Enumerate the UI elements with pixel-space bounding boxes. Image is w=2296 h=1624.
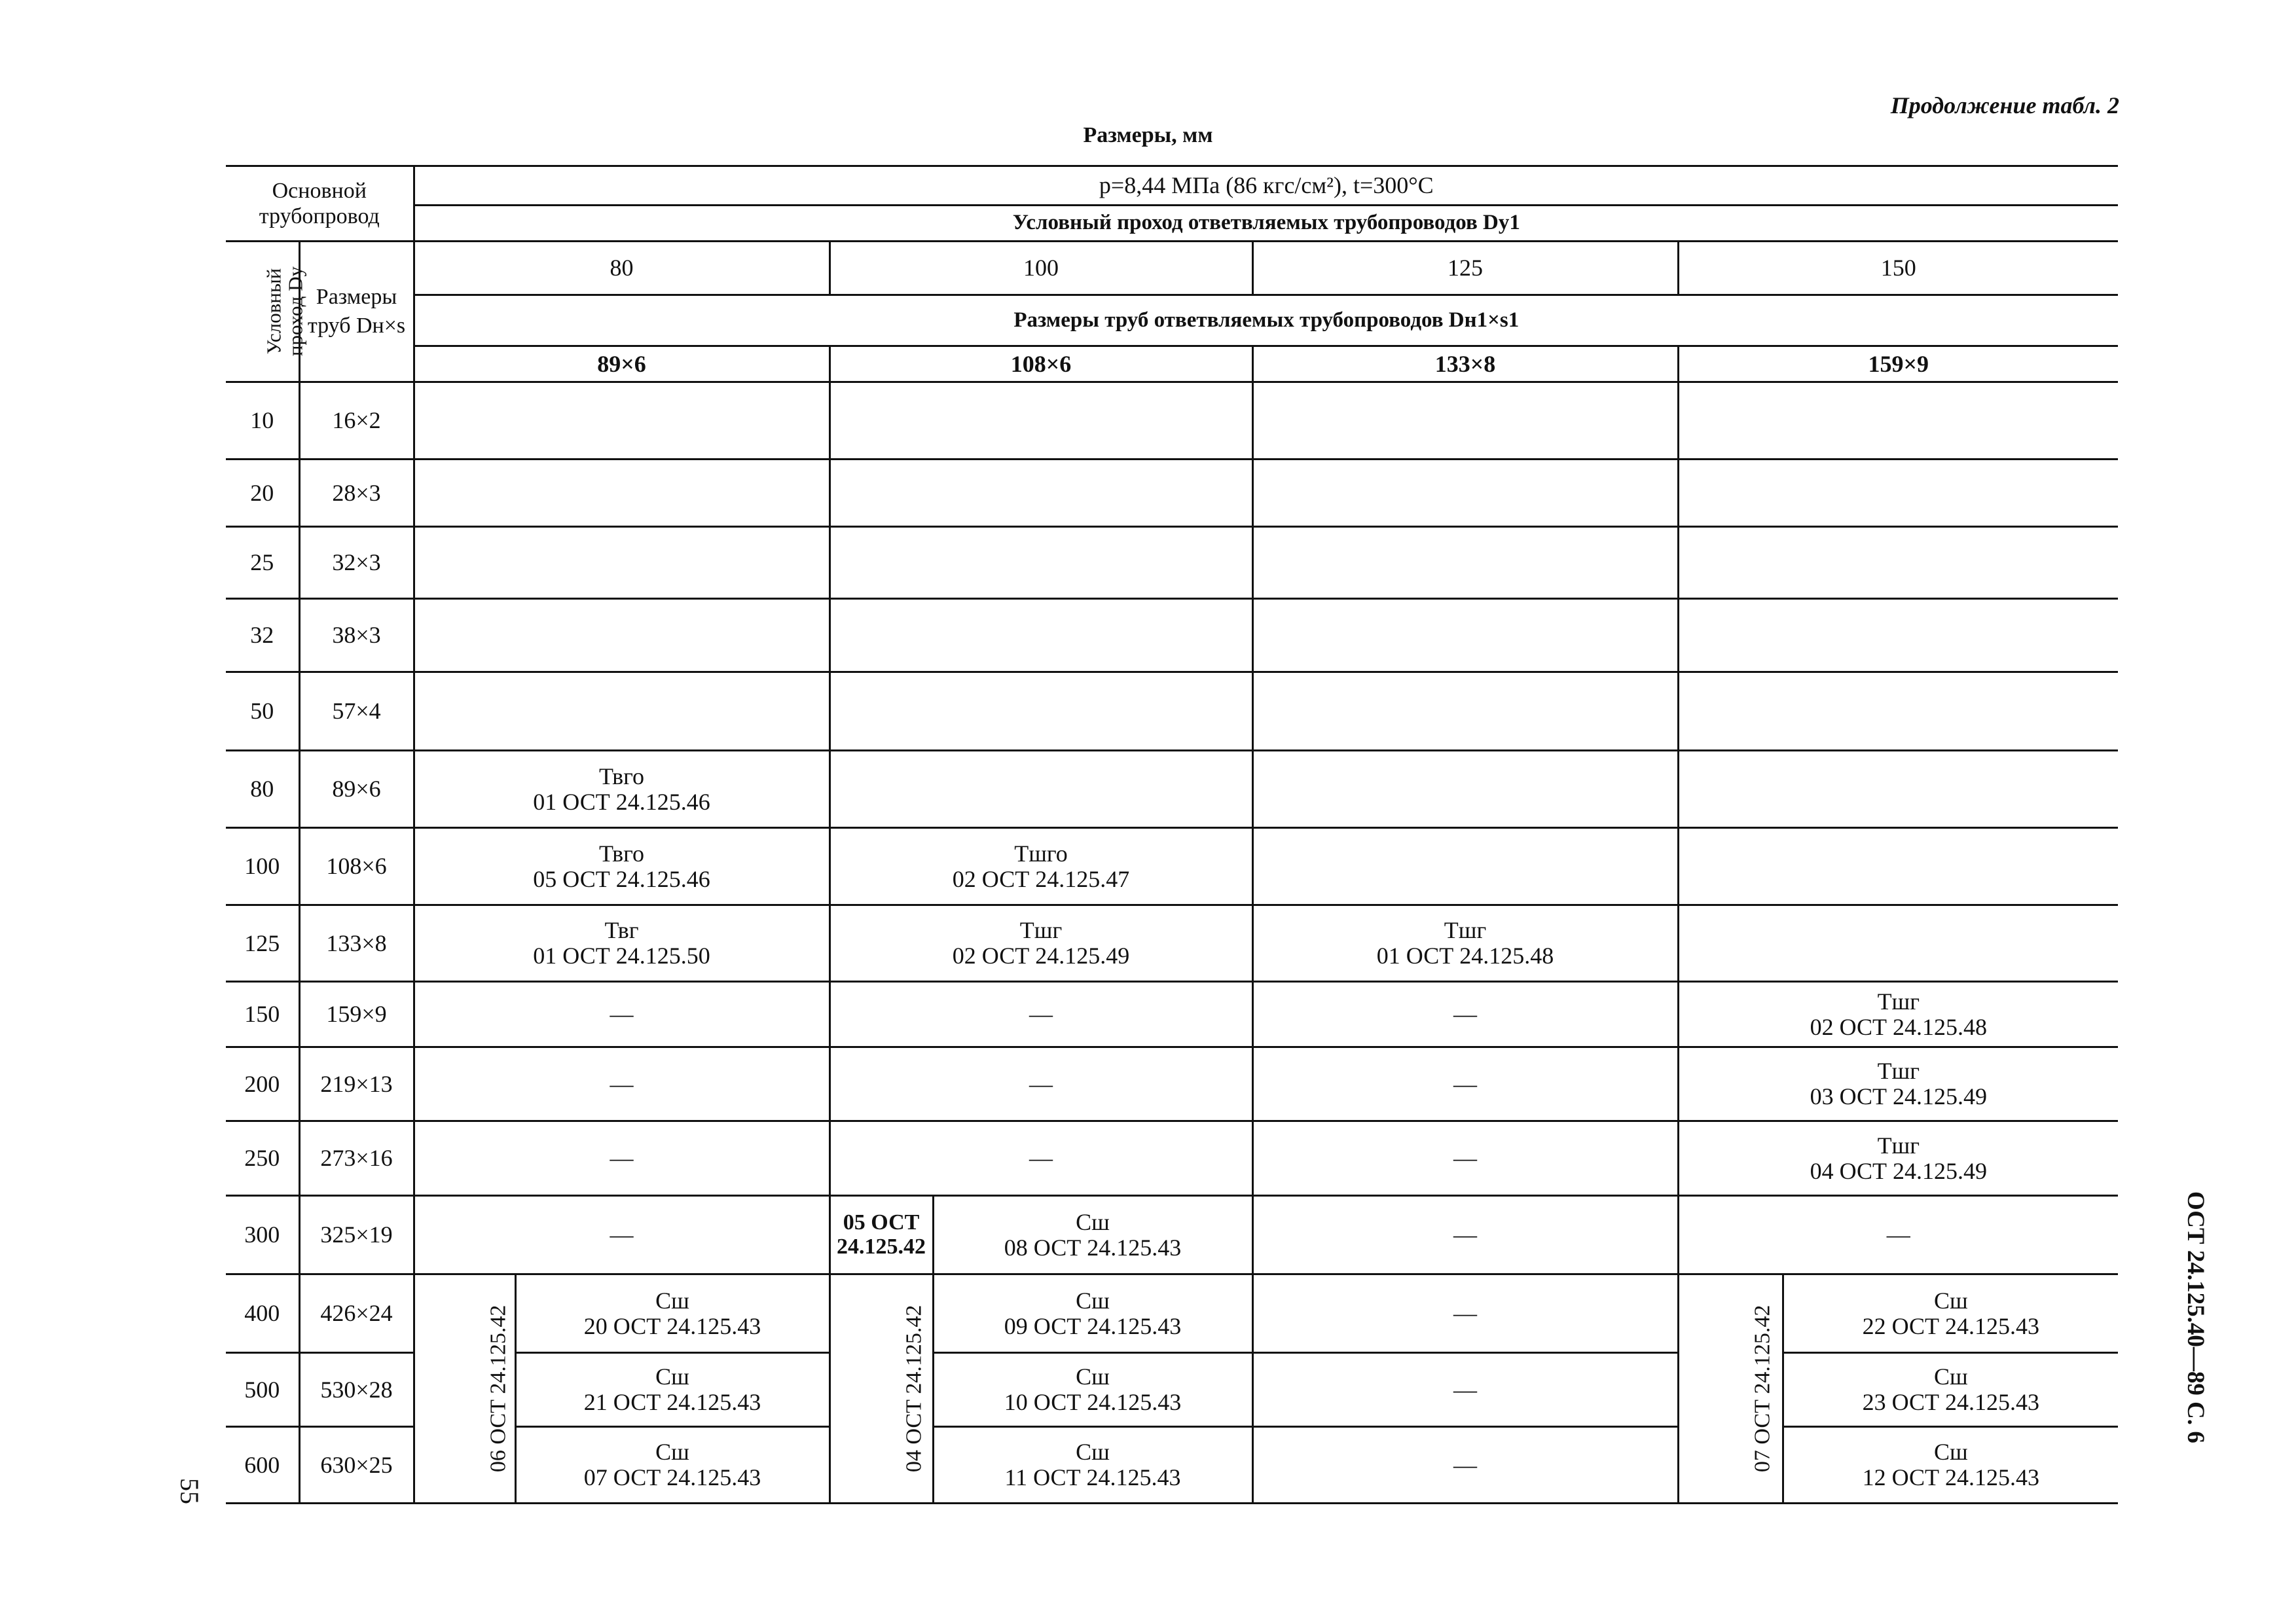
cell-100: Сш 09 ОСТ 24.125.43 [933,1274,1252,1353]
row-size: 630×25 [299,1427,414,1504]
branch-dn-125: 125 [1252,242,1678,295]
row-dn: 10 [250,407,274,434]
table-body [226,382,2118,1504]
cell-80: — [414,1047,829,1121]
cell-125 [1252,751,1678,828]
row-size: 28×3 [299,460,414,527]
cell-150 [1678,460,2118,527]
merged-note-150-text: 07 ОСТ 24.125.42 [1749,1305,1774,1473]
units-caption: Размеры, мм [1083,123,1213,147]
cell-150: Сш 23 ОСТ 24.125.43 [1783,1353,2118,1427]
cell-80: — [414,982,829,1047]
table-row [226,460,2118,527]
row-dn: 600 [244,1451,280,1478]
row-size: 57×4 [299,672,414,751]
table-row [226,382,2118,460]
cell-150: Сш 22 ОСТ 24.125.43 [1783,1274,2118,1353]
cell-150 [1678,672,2118,751]
merged-note-100-text: 04 ОСТ 24.125.42 [901,1305,926,1473]
merged-note-100 [829,1274,933,1504]
main-pipeline-header: Основной трубопровод [259,178,380,228]
table-row [226,751,2118,828]
branch-sizes-title: Размеры труб ответвляемых трубопроводов Dн1×s1 [414,295,2118,346]
row-dn: 500 [244,1376,280,1403]
merged-note-80-text: 06 ОСТ 24.125.42 [485,1305,510,1473]
branch-size-125: 133×8 [1252,346,1678,382]
merged-note-80 [414,1274,515,1504]
row-dn: 400 [244,1300,280,1327]
cell-80: Сш 20 ОСТ 24.125.43 [515,1274,829,1353]
cell-150: — [1678,1196,2118,1274]
cell-80: — [414,1121,829,1196]
dn-header: Условный проход Dу [262,266,306,357]
cell-80 [414,527,829,599]
cell-100: — [829,982,1252,1047]
branch-size-150: 159×9 [1678,346,2118,382]
conditions-header: p=8,44 МПа (86 кгс/см²), t=300°С [414,166,2118,206]
cell-125 [1252,672,1678,751]
cell-100 [829,527,1252,599]
row-size: 89×6 [299,751,414,828]
cell-150: Сш 12 ОСТ 24.125.43 [1783,1427,2118,1504]
cell-80: Сш 07 ОСТ 24.125.43 [515,1427,829,1504]
size-header: Размеры труб Dн×s [299,242,414,382]
branch-dn-80: 80 [414,242,829,295]
cell-100: — [829,1047,1252,1121]
cell-100 [829,672,1252,751]
cell-80 [414,672,829,751]
table-row [226,828,2118,905]
cell-100: Сш 08 ОСТ 24.125.43 [933,1196,1252,1274]
branch-size-100: 108×6 [829,346,1252,382]
table-row [226,1047,2118,1121]
row-size: 38×3 [299,599,414,672]
page-number: 55 [175,1478,204,1504]
branch-dn-title: Условный проход ответвляемых трубопроводов Dу1 [414,206,2118,242]
cell-125 [1252,527,1678,599]
merged-note-150 [1678,1274,1783,1504]
table-row [226,1121,2118,1196]
continuation-label: Продолжение табл. 2 [1890,92,2119,118]
table-row [226,905,2118,982]
cell-80: Сш 21 ОСТ 24.125.43 [515,1353,829,1427]
row-size: 159×9 [299,982,414,1047]
cell-125 [1252,599,1678,672]
row-dn: 50 [250,698,274,725]
row-size: 32×3 [299,527,414,599]
cell-125: — [1252,982,1678,1047]
table-row [226,982,2118,1047]
row-dn: 250 [244,1145,280,1172]
cell-100: Тшг 02 ОСТ 24.125.49 [829,905,1252,982]
row-dn: 25 [250,549,274,576]
cell-80: Твго 01 ОСТ 24.125.46 [414,751,829,828]
branch-dn-100: 100 [829,242,1252,295]
table-row [226,1274,2118,1353]
row-dn: 125 [244,929,280,956]
cell-100 [829,382,1252,460]
row-size: 530×28 [299,1353,414,1427]
row-dn: 80 [250,776,274,803]
cell-150 [1678,905,2118,982]
row-dn: 300 [244,1221,280,1248]
cell-150 [1678,828,2118,905]
cell-125: — [1252,1047,1678,1121]
cell-80 [414,460,829,527]
cell-150: Тшг 02 ОСТ 24.125.48 [1678,982,2118,1047]
branch-size-80: 89×6 [414,346,829,382]
cell-100: Сш 10 ОСТ 24.125.43 [933,1353,1252,1427]
document-code-side: ОСТ 24.125.40—89 С. 6 [2182,1191,2209,1443]
cell-150 [1678,382,2118,460]
row-size: 325×19 [299,1196,414,1274]
table-row [226,1196,2118,1274]
table-row [226,672,2118,751]
cell-100 [829,460,1252,527]
cell-150: Тшг 03 ОСТ 24.125.49 [1678,1047,2118,1121]
cell-150: Тшг 04 ОСТ 24.125.49 [1678,1121,2118,1196]
cell-125: — [1252,1427,1678,1504]
cell-125: — [1252,1121,1678,1196]
cell-125: — [1252,1274,1678,1353]
row-size: 273×16 [299,1121,414,1196]
cell-100: Сш 11 ОСТ 24.125.43 [933,1427,1252,1504]
cell-100: Тшго 02 ОСТ 24.125.47 [829,828,1252,905]
row-dn: 32 [250,622,274,649]
row-dn: 200 [244,1070,280,1097]
row-size: 219×13 [299,1047,414,1121]
table-row [226,527,2118,599]
cell-100-left: 05 ОСТ 24.125.42 [829,1196,933,1274]
row-dn: 20 [250,479,274,506]
cell-150 [1678,527,2118,599]
row-size: 426×24 [299,1274,414,1353]
row-dn: 100 [244,853,280,880]
row-size: 16×2 [299,382,414,460]
cell-80: Твг 01 ОСТ 24.125.50 [414,905,829,982]
table-row [226,599,2118,672]
cell-125 [1252,460,1678,527]
cell-80 [414,599,829,672]
cell-125 [1252,382,1678,460]
cell-125: Тшг 01 ОСТ 24.125.48 [1252,905,1678,982]
cell-150 [1678,751,2118,828]
cell-100 [829,751,1252,828]
fittings-table [226,165,2118,1504]
row-size: 108×6 [299,828,414,905]
cell-80 [414,382,829,460]
cell-100: — [829,1121,1252,1196]
branch-dn-150: 150 [1678,242,2118,295]
cell-150 [1678,599,2118,672]
row-size: 133×8 [299,905,414,982]
row-dn: 150 [244,1001,280,1028]
cell-125: — [1252,1353,1678,1427]
cell-125 [1252,828,1678,905]
cell-100 [829,599,1252,672]
cell-125: — [1252,1196,1678,1274]
cell-80: — [414,1196,829,1274]
cell-80: Твго 05 ОСТ 24.125.46 [414,828,829,905]
